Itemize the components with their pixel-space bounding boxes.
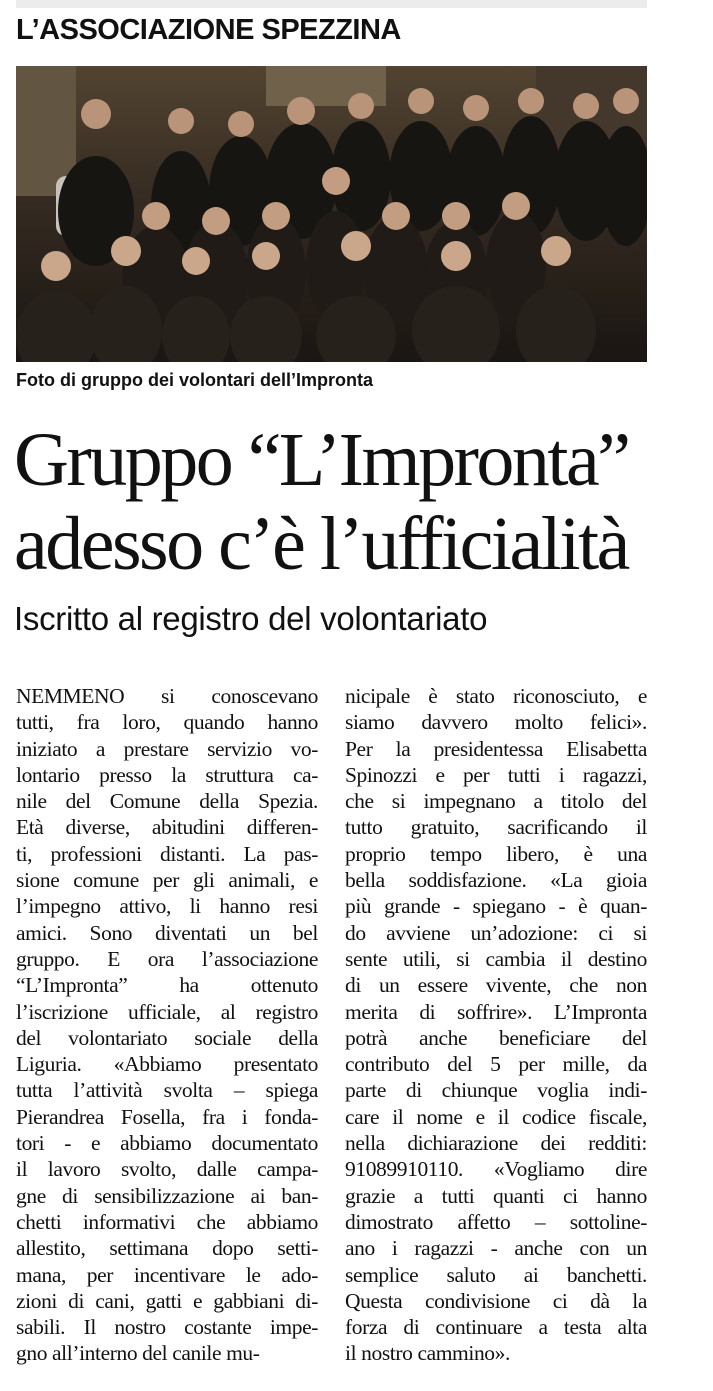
article-line: grazie a tutti quanti ci hanno (345, 1183, 647, 1208)
article-line: forza di continuare a testa alta (345, 1315, 647, 1340)
article-line: tutto gratuito, sacrificando il (345, 815, 647, 840)
article-line: Età diverse, abitudini differen- (16, 815, 318, 840)
article-line: siamo davvero molto felici». (345, 710, 647, 735)
article-line: gne di sensibilizzazione ai ban- (16, 1183, 318, 1208)
article-line: l’iscrizione ufficiale, al registro (16, 999, 318, 1024)
article-line: sabili. Il nostro costante impe- (16, 1315, 318, 1340)
article-line: do avviene un’adozione: ci si (345, 920, 647, 945)
article-line: potrà anche beneficiare del (345, 1025, 647, 1050)
article-line: Pierandrea Fosella, fra i fonda- (16, 1104, 318, 1129)
group-photo-illustration (16, 66, 647, 362)
top-rule (16, 0, 647, 8)
article-line: lontario presso la struttura ca- (16, 762, 318, 787)
photo-caption: Foto di gruppo dei volontari dell’Impronta (16, 370, 373, 390)
article-line: il lavoro svolto, dalle campa- (16, 1157, 318, 1182)
article-line: nella dichiarazione dei redditi: (345, 1131, 647, 1156)
article-line: merita di soffrire». L’Impronta (345, 999, 647, 1024)
article-line: dimostrato affetto – sottoline- (345, 1209, 647, 1234)
section-kicker: L’ASSOCIAZIONE SPEZZINA (16, 14, 401, 46)
article-line: gno all’interno del canile mu- (16, 1341, 260, 1366)
article-line: ano i ragazzi - anche con un (345, 1236, 647, 1261)
article-line: sione comune per gli animali, e (16, 868, 318, 893)
article-line: Per la presidentessa Elisabetta (345, 736, 647, 761)
article-line: 91089910110. «Vogliamo dire (345, 1157, 647, 1182)
article-column-left (16, 683, 318, 1367)
article-line: l’impegno attivo, li hanno resi (16, 894, 318, 919)
group-photo (16, 66, 647, 362)
article-line: ti, professioni distanti. La pas- (16, 841, 318, 866)
headline-line-2: adesso c’è l’ufficialità (14, 502, 628, 586)
article-line: mana, per incentivare le ado- (16, 1262, 318, 1287)
headline (14, 418, 704, 586)
article-line: semplice saluto ai banchetti. (345, 1262, 647, 1287)
article-line: amici. Sono diventati un bel (16, 920, 318, 945)
article-line: sente utili, si cambia il destino (345, 946, 647, 971)
article-line: iniziato a prestare servizio vo- (16, 736, 318, 761)
article-line: del volontariato sociale della (16, 1025, 318, 1050)
headline-line-1: Gruppo “L’Impronta” (14, 418, 629, 502)
article-line: che si impegnano a titolo del (345, 789, 647, 814)
article-line: contributo del 5 per mille, da (345, 1052, 647, 1077)
article-line: gruppo. E ora l’associazione (16, 946, 318, 971)
article-column-right (345, 683, 647, 1367)
article-line: Spinozzi e per tutti i ragazzi, (345, 762, 647, 787)
article-line: tutti, fra loro, quando hanno (16, 710, 318, 735)
article-line: tori - e abbiamo documentato (16, 1131, 318, 1156)
article-line: nile del Comune della Spezia. (16, 789, 318, 814)
article-line: bella soddisfazione. «La gioia (345, 868, 647, 893)
article-line: Liguria. «Abbiamo presentato (16, 1052, 318, 1077)
article-line: allestito, settimana dopo setti- (16, 1236, 318, 1261)
article-line: nicipale è stato riconosciuto, e (345, 684, 647, 708)
article-line: “L’Impronta” ha ottenuto (16, 973, 318, 998)
article-line: zioni di cani, gatti e gabbiani di- (16, 1288, 318, 1313)
article-line: parte di chiunque voglia indi- (345, 1078, 647, 1103)
article-line: proprio tempo libero, è una (345, 841, 647, 866)
article-line: più grande - spiegano - è quan- (345, 894, 647, 919)
subheadline: Iscritto al registro del volontariato (14, 600, 488, 637)
article-line: il nostro cammino». (345, 1341, 510, 1366)
article-line: chetti informativi che abbiamo (16, 1209, 318, 1234)
article-line: di un essere vivente, che non (345, 973, 647, 998)
article-line: tutta l’attività svolta – spiega (16, 1078, 318, 1103)
article-line: NEMMENO si conoscevano (16, 684, 318, 708)
article-line: Questa condivisione ci dà la (345, 1288, 647, 1313)
article-line: care il nome e il codice fiscale, (345, 1104, 647, 1129)
